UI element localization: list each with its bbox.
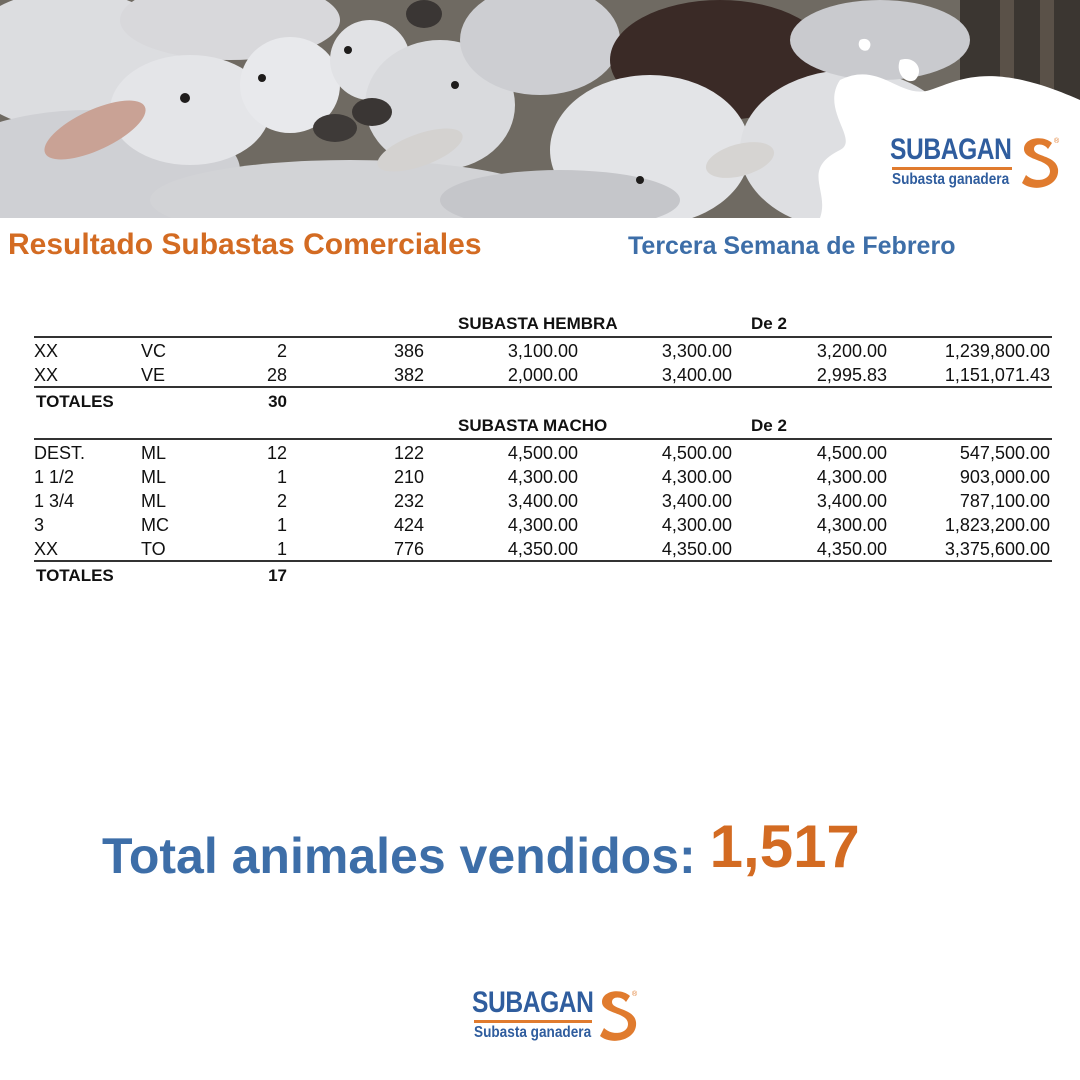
cell-category: 1 1/2 — [34, 467, 75, 487]
cell-head-count: 12 — [266, 443, 287, 463]
cell-head-count: 1 — [276, 467, 287, 487]
cell-type: MC — [141, 515, 169, 535]
totals-label: TOTALES — [36, 566, 114, 585]
cell-category: 1 3/4 — [34, 491, 75, 511]
table-row — [34, 440, 1052, 464]
logo-s-mark-icon — [594, 988, 640, 1042]
cell-avg-price: 3,200.00 — [816, 341, 887, 361]
totals-label: TOTALES — [36, 392, 114, 411]
total-animals-label: Total animales vendidos: — [102, 828, 696, 884]
table-row — [34, 338, 1052, 362]
logo-underline — [892, 167, 1012, 170]
svg-text:®: ® — [1054, 138, 1060, 145]
logo-underline — [474, 1020, 592, 1023]
svg-text:®: ® — [632, 991, 638, 998]
table-row — [34, 512, 1052, 536]
cell-max-price: 3,400.00 — [661, 365, 732, 385]
cell-weight: 386 — [393, 341, 424, 361]
results-table — [34, 312, 1052, 588]
totals-value: 30 — [268, 392, 287, 411]
cell-category: XX — [34, 365, 59, 385]
cell-min-price: 4,350.00 — [507, 539, 578, 559]
table-row — [34, 464, 1052, 488]
cell-weight: 424 — [393, 515, 424, 535]
section-de: De 2 — [751, 416, 787, 435]
logo-s-mark-icon — [1016, 135, 1062, 189]
section-header-hembra — [34, 312, 1052, 336]
cell-avg-price: 4,500.00 — [816, 443, 887, 463]
cell-head-count: 1 — [276, 515, 287, 535]
subagan-logo-top — [890, 133, 1065, 191]
subagan-logo-bottom — [472, 986, 642, 1044]
cell-type: ML — [141, 491, 167, 511]
cell-weight: 232 — [393, 491, 424, 511]
cell-avg-price: 4,350.00 — [816, 539, 887, 559]
totals-row — [34, 388, 1052, 414]
cell-type: ML — [141, 467, 167, 487]
table-row — [34, 536, 1052, 560]
cell-avg-price: 3,400.00 — [816, 491, 887, 511]
cell-total: 903,000.00 — [959, 467, 1050, 487]
table-row — [34, 488, 1052, 512]
cell-category: XX — [34, 341, 59, 361]
cell-head-count: 28 — [266, 365, 287, 385]
section-title: SUBASTA HEMBRA — [458, 314, 618, 333]
cell-min-price: 3,400.00 — [507, 491, 578, 511]
cell-min-price: 4,300.00 — [507, 467, 578, 487]
cell-max-price: 3,300.00 — [661, 341, 732, 361]
cell-type: VC — [141, 341, 167, 361]
cell-min-price: 2,000.00 — [507, 365, 578, 385]
cell-avg-price: 4,300.00 — [816, 515, 887, 535]
cell-max-price: 4,300.00 — [661, 515, 732, 535]
cell-category: XX — [34, 539, 59, 559]
cell-max-price: 4,300.00 — [661, 467, 732, 487]
totals-value: 17 — [268, 566, 287, 585]
section-title: SUBASTA MACHO — [458, 416, 608, 435]
section-de: De 2 — [751, 314, 787, 333]
cell-head-count: 2 — [276, 491, 287, 511]
cell-type: ML — [141, 443, 167, 463]
cell-category: 3 — [34, 515, 45, 535]
cell-total: 3,375,600.00 — [944, 539, 1050, 559]
cell-avg-price: 2,995.83 — [816, 365, 887, 385]
totals-row — [34, 562, 1052, 588]
logo-tagline: Subasta ganadera — [892, 171, 1010, 188]
cell-avg-price: 4,300.00 — [816, 467, 887, 487]
logo-tagline: Subasta ganadera — [474, 1024, 592, 1041]
cell-weight: 382 — [393, 365, 424, 385]
section-header-macho — [34, 414, 1052, 438]
table-row — [34, 362, 1052, 386]
cell-weight: 122 — [393, 443, 424, 463]
cell-weight: 776 — [393, 539, 424, 559]
cell-total: 547,500.00 — [959, 443, 1050, 463]
total-animals-value: 1,517 — [709, 813, 860, 880]
cell-min-price: 4,500.00 — [507, 443, 578, 463]
cell-total: 1,823,200.00 — [944, 515, 1050, 535]
cell-total: 1,239,800.00 — [944, 341, 1050, 361]
cell-max-price: 4,500.00 — [661, 443, 732, 463]
cell-weight: 210 — [393, 467, 424, 487]
period-subtitle: Tercera Semana de Febrero — [628, 232, 956, 260]
cell-max-price: 4,350.00 — [661, 539, 732, 559]
cell-head-count: 1 — [276, 539, 287, 559]
cell-min-price: 3,100.00 — [507, 341, 578, 361]
cell-type: VE — [141, 365, 166, 385]
cell-total: 787,100.00 — [959, 491, 1050, 511]
logo-wordmark: SUBAGAN — [890, 133, 1012, 166]
cell-category: DEST. — [34, 443, 86, 463]
cell-min-price: 4,300.00 — [507, 515, 578, 535]
total-animals-summary — [102, 813, 860, 887]
cell-head-count: 2 — [276, 341, 287, 361]
cell-type: TO — [141, 539, 166, 559]
cell-total: 1,151,071.43 — [944, 365, 1050, 385]
page-title: Resultado Subastas Comerciales — [8, 228, 482, 261]
logo-wordmark: SUBAGAN — [472, 986, 594, 1019]
cell-max-price: 3,400.00 — [661, 491, 732, 511]
